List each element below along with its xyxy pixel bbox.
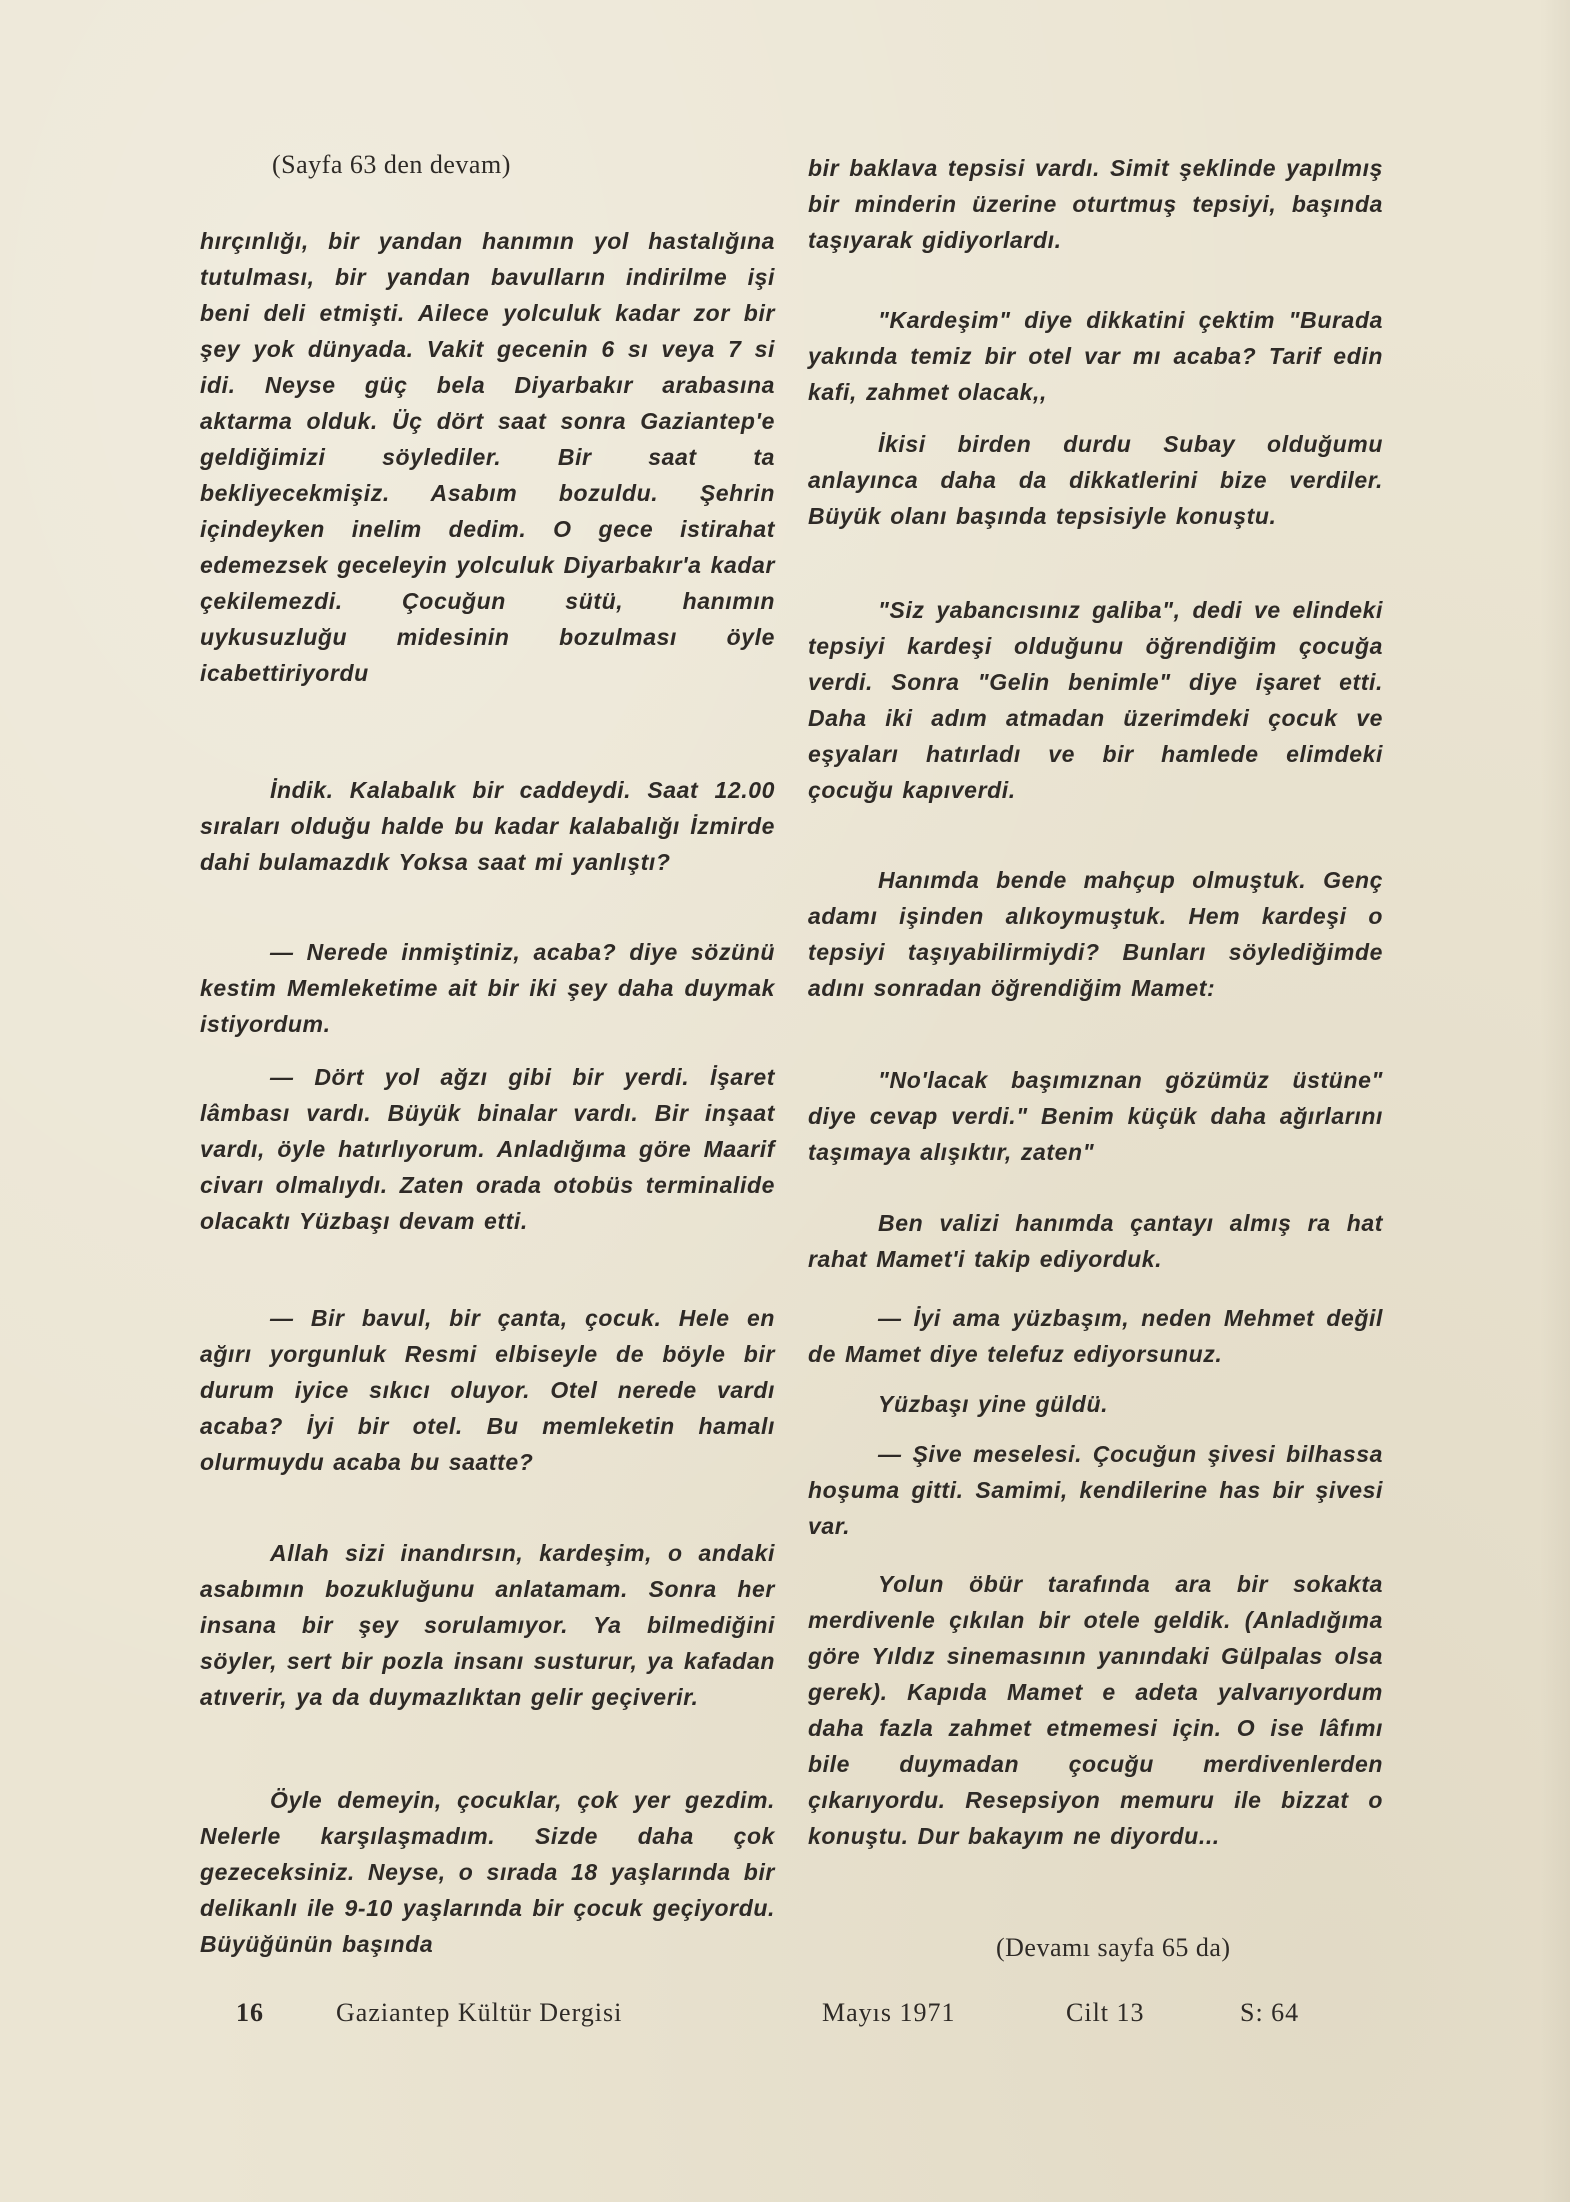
paragraph: — İyi ama yüzbaşım, neden Mehmet değil de Mamet diye telefuz ediyorsunuz. xyxy=(808,1305,1383,1367)
paragraph: Hanımda bende mahçup olmuştuk. Genç adamı işinden alıkoymuştuk. Hem kardeşi o tepsiyi taşıyabilirmiydi? Bunları söylediğimde adını sonradan öğrendiğim Mamet: xyxy=(808,867,1383,1001)
page-number: 16 xyxy=(236,1998,264,2027)
volume-number: Cilt 13 xyxy=(1066,1998,1145,2027)
paragraph: Yüzbaşı yine güldü. xyxy=(878,1391,1109,1417)
paragraph: İkisi birden durdu Subay olduğumu anlayınca daha da dikkatlerini bize verdiler. Büyük olanı başında tepsisiyle konuştu. xyxy=(808,431,1383,529)
issue-date: Mayıs 1971 xyxy=(822,1998,956,2027)
paragraph: hırçınlığı, bir yandan hanımın yol hastalığına tutulması, bir yandan bavulların indirilme işi beni deli etmişti. Ailece yolculuk kadar zor bir şey yok dünyada. Vakit gecenin 6 sı veya 7 si idi. Neyse güç bela Diyarbakır arabasına aktarma olduk. Üç dört saat sonra Gaziantep'e geldiğimizi söylediler. Bir saat ta bekliyecekmişiz. Asabım bozuldu. Şehrin içindeyken inelim dedim. O gece istirahat edemezsek geceleyin yolculuk Diyarbakır'a kadar çekilemezdi. Çocuğun sütü, hanımın uykusuzluğu midesinin bozulması öyle icabettiriyordu xyxy=(200,228,775,686)
paragraph: Ben valizi hanımda çantayı almış ra hat rahat Mamet'i takip ediyorduk. xyxy=(808,1210,1383,1272)
paragraph: — Bir bavul, bir çanta, çocuk. Hele en ağırı yorgunluk Resmi elbiseyle de böyle bir durum iyice sıkıcı oluyor. Otel nerede vardı acaba? İyi bir otel. Bu memleketin hamalı olurmuydu acaba bu saatte? xyxy=(200,1305,775,1475)
continued-to-note: (Devamı sayfa 65 da) xyxy=(996,1933,1231,1962)
continued-from-note: (Sayfa 63 den devam) xyxy=(272,150,511,179)
magazine-title: Gaziantep Kültür Dergisi xyxy=(336,1998,623,2027)
paragraph: İndik. Kalabalık bir caddeydi. Saat 12.00 sıraları olduğu halde bu kadar kalabalığı İzmirde dahi bulamazdık Yoksa saat mi yanlıştı? xyxy=(200,777,775,875)
paragraph: — Nerede inmiştiniz, acaba? diye sözünü kestim Memleketime ait bir iki şey daha duymak istiyordum. xyxy=(200,939,775,1037)
paragraph: Öyle demeyin, çocuklar, çok yer gezdim. Nelerle karşılaşmadım. Sizde daha çok gezeceksiniz. Neyse, o sırada 18 yaşlarında bir delikanlı ile 9-10 yaşlarında bir çocuk geçiyordu. Büyüğünün başında xyxy=(200,1787,775,1957)
paragraph: Yolun öbür tarafında ara bir sokakta merdivenle çıkılan bir otele geldik. (Anladığıma göre Yıldız sinemasının yanındaki Gülpalas olsa gerek). Kapıda Mamet e adeta yalvarıyordum daha fazla zahmet etmemesi için. O ise lâfımı bile duymadan çocuğu merdivenlerden çıkarıyordu. Resepsiyon memuru ile bizzat o konuştu. Dur bakayım ne diyordu... xyxy=(808,1571,1383,1849)
paragraph: — Şive meselesi. Çocuğun şivesi bilhassa hoşuma gitti. Samimi, kendilerine has bir şivesi var. xyxy=(808,1441,1383,1539)
paragraph: bir baklava tepsisi vardı. Simit şeklinde yapılmış bir minderin üzerine oturtmuş tepsiyi, başında taşıyarak gidiyorlardı. xyxy=(808,155,1383,253)
issue-number: S: 64 xyxy=(1240,1998,1300,2027)
paragraph: Allah sizi inandırsın, kardeşim, o andaki asabımın bozukluğunu anlatamam. Sonra her insana bir şey sorulamıyor. Ya bilmediğini söyler, sert bir pozla insanı susturur, ya kafadan atıverir, ya da duymazlıktan gelir geçiverir. xyxy=(200,1540,775,1710)
paragraph: "No'lacak başımıznan gözümüz üstüne" diye cevap verdi." Benim küçük daha ağırlarını taşımaya alışıktır, zaten" xyxy=(808,1067,1383,1165)
paragraph: "Siz yabancısınız galiba", dedi ve elindeki tepsiyi kardeşi olduğunu öğrendiğim çocuğa verdi. Sonra "Gelin benimle" diye işaret etti. Daha iki adım atmadan üzerimdeki çocuk ve eşyaları hatırladı ve bir hamlede elimdeki çocuğu kapıverdi. xyxy=(808,597,1383,803)
paragraph: "Kardeşim" diye dikkatini çektim "Burada yakında temiz bir otel var mı acaba? Tarif edin kafi, zahmet olacak,, xyxy=(808,307,1383,405)
paragraph: — Dört yol ağzı gibi bir yerdi. İşaret lâmbası vardı. Büyük binalar vardı. Bir inşaat vardı, öyle hatırlıyorum. Anladığıma göre Maarif civarı olmalıydı. Zaten orada otobüs terminalide olacaktı Yüzbaşı devam etti. xyxy=(200,1064,775,1234)
page-edge-shadow xyxy=(1540,0,1570,2202)
